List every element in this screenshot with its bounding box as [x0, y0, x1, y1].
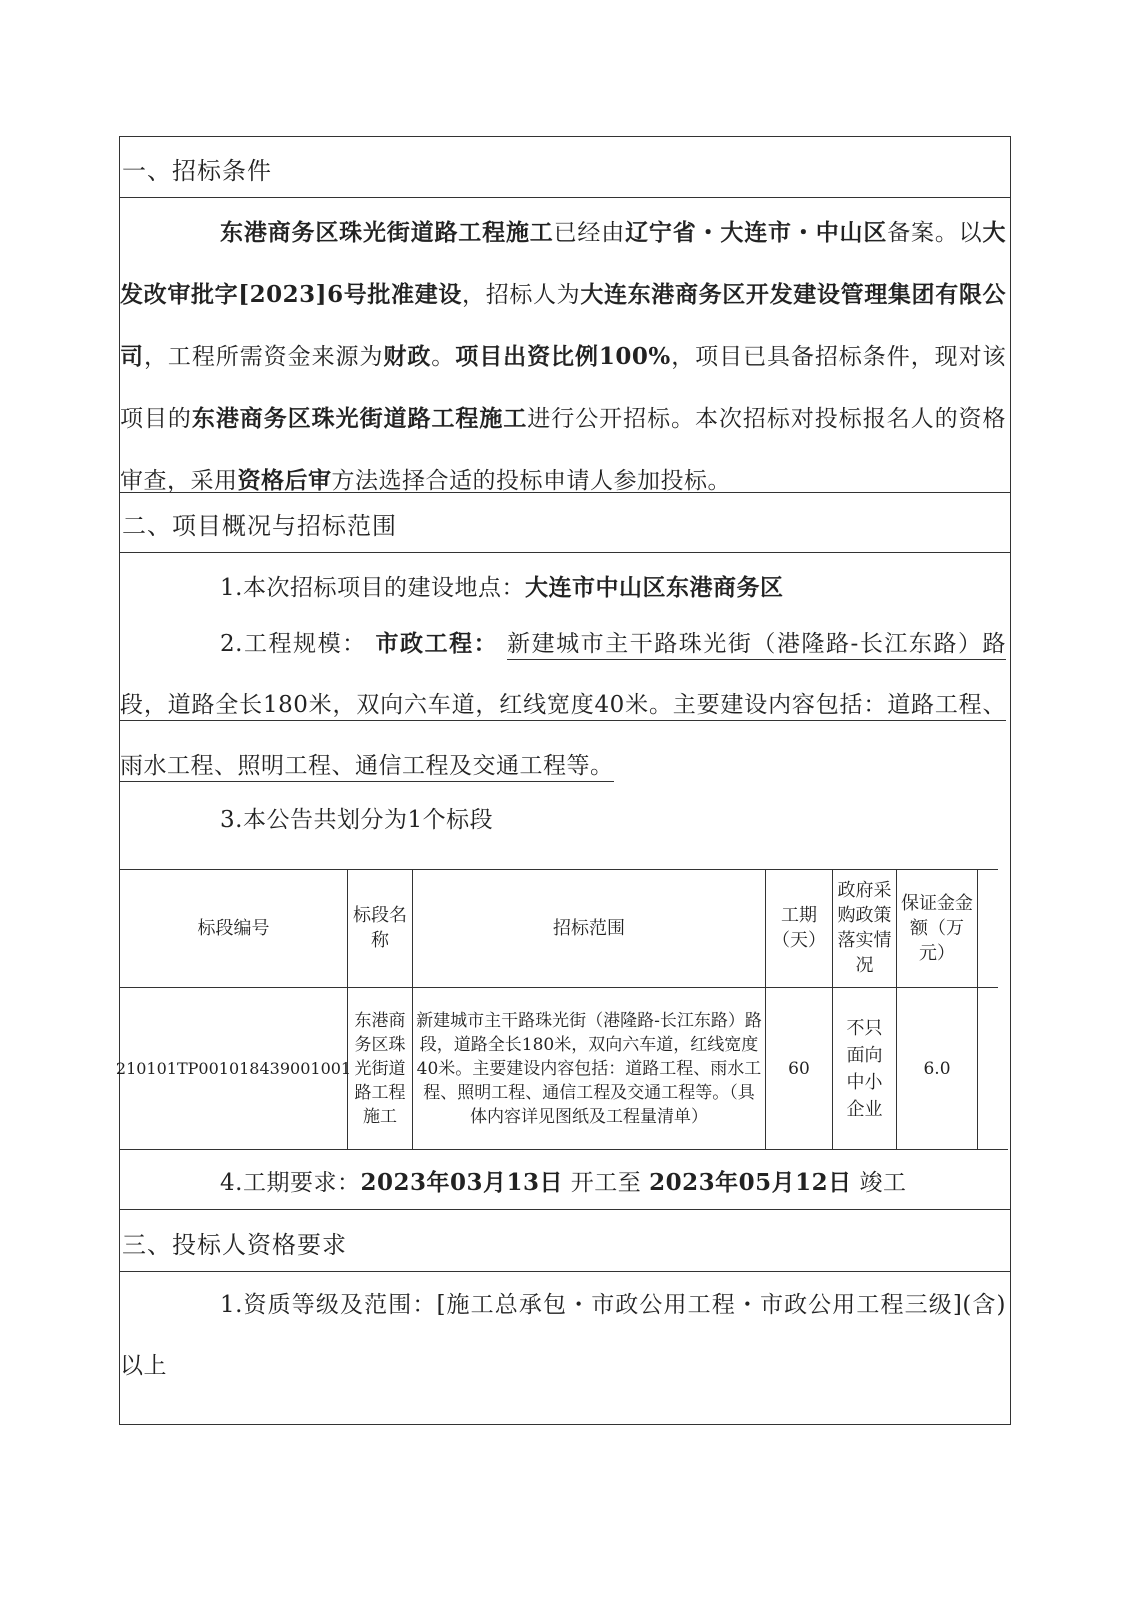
header-duration: 工期（天）: [772, 905, 826, 951]
lot-code: 210101TP001018439001001: [115, 1058, 352, 1078]
tenderer-name: 大连东港商务区开发建设管理集团有限公司: [120, 281, 1007, 370]
section3-item1: 1.资质等级及范围：[施工总承包・市政公用工程・市政公用工程三级](含)以上: [120, 1292, 1006, 1379]
header-deposit: 保证金金额（万元）: [901, 892, 973, 964]
divider: [120, 552, 1010, 553]
lot-table: [115, 869, 1008, 1177]
project-name: 东港商务区珠光街道路工程施工: [220, 219, 554, 246]
approval-number: 大发改审批字[2023]6号批准建设: [120, 219, 1006, 308]
item4-schedule: 4.工期要求：2023年03月13日 开工至 2023年05月12日 竣工: [220, 1169, 907, 1196]
announcement-frame: [115, 136, 1011, 1425]
lot-name: 东港商务区珠光街道路工程施工: [354, 1010, 406, 1127]
section3-heading: 三、投标人资格要求: [122, 1231, 347, 1259]
item3-lots: 3.本公告共划分为1个标段: [220, 807, 494, 833]
lot-deposit: 6.0: [923, 1058, 951, 1079]
item2-scale: 2.工程规模： 市政工程： 新建城市主干路珠光街（港隆路-长江东路）路段，道路全长180米，双向六车道，红线宽度40米。主要建设内容包括：道路工程、雨水工程、照明工程、通信工程及交通工程等。: [120, 613, 1006, 797]
project-name-repeat: 东港商务区珠光街道路工程施工: [191, 405, 528, 432]
lot-duration: 60: [788, 1058, 810, 1079]
header-scope: 招标范围: [553, 917, 625, 939]
header-lot-name: 标段名称: [353, 905, 407, 951]
fund-source: 财政: [383, 343, 432, 370]
header-lot-code: 标段编号: [197, 917, 270, 939]
divider: [120, 197, 1010, 198]
header-policy: 政府采购政策落实情况: [837, 880, 892, 976]
lot-scope: 新建城市主干路珠光街（港隆路-长江东路）路段，道路全长180米，双向六车道，红线宽度40米。主要建设内容包括：道路工程、雨水工程、照明工程、通信工程及交通工程等。（具体内容详见图纸及工程量清单）: [416, 1010, 762, 1127]
section1-heading: 一、招标条件: [122, 157, 272, 185]
investment-ratio: 项目出资比例100%: [455, 343, 671, 370]
scale-description: 新建城市主干路珠光街（港隆路-长江东路）路段，道路全长180米，双向六车道，红线宽度40米。主要建设内容包括：道路工程、雨水工程、照明工程、通信工程及交通工程等。: [120, 631, 1006, 782]
review-method: 资格后审: [237, 467, 332, 494]
divider: [120, 492, 1010, 493]
filing-location: 辽宁省・大连市・中山区: [625, 219, 888, 246]
item1-location: 1.本次招标项目的建设地点：大连市中山区东港商务区: [220, 574, 784, 601]
section2-heading: 二、项目概况与招标范围: [122, 512, 397, 540]
divider: [120, 1271, 1010, 1272]
lot-policy: 不只面向中小企业: [846, 1017, 883, 1120]
section1-paragraph: 东港商务区珠光街道路工程施工已经由辽宁省・大连市・中山区备案。以大发改审批字[2023]6号批准建设，招标人为大连东港商务区开发建设管理集团有限公司，工程所需资金来源为财政。项目出资比例100%，项目已具备招标条件，现对该项目的东港商务区珠光街道路工程施工进行公开招标。本次招标对投标报名人的资格审查，采用资格后审方法选择合适的投标申请人参加投标。: [120, 219, 1007, 494]
divider: [120, 1209, 1010, 1210]
